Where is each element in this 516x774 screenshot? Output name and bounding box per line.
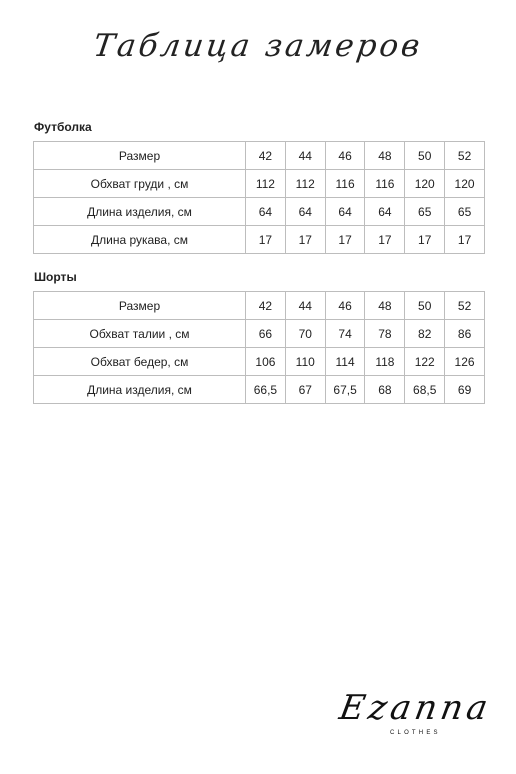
size-cell: 48 bbox=[365, 142, 405, 170]
tshirt-size-table bbox=[33, 141, 485, 254]
size-cell: 46 bbox=[325, 142, 365, 170]
size-cell: 42 bbox=[246, 142, 286, 170]
brand-logo-subtitle: CLOTHES bbox=[390, 730, 441, 736]
size-cell: 48 bbox=[365, 292, 405, 320]
value-cell: 106 bbox=[246, 348, 286, 376]
value-cell: 66,5 bbox=[246, 376, 286, 404]
value-cell: 116 bbox=[325, 170, 365, 198]
value-cell: 64 bbox=[246, 198, 286, 226]
size-cell: 50 bbox=[405, 142, 445, 170]
value-cell: 122 bbox=[405, 348, 445, 376]
value-cell: 64 bbox=[285, 198, 325, 226]
value-cell: 82 bbox=[405, 320, 445, 348]
value-cell: 110 bbox=[285, 348, 325, 376]
size-cell: 46 bbox=[325, 292, 365, 320]
brand-logo bbox=[332, 688, 495, 748]
tshirt-section-label: Футболка bbox=[34, 120, 92, 134]
table-row bbox=[34, 198, 485, 226]
value-cell: 64 bbox=[325, 198, 365, 226]
table-header-row bbox=[34, 292, 485, 320]
table-header-row bbox=[34, 142, 485, 170]
value-cell: 112 bbox=[246, 170, 286, 198]
value-cell: 114 bbox=[325, 348, 365, 376]
size-cell: 44 bbox=[285, 142, 325, 170]
shorts-size-table bbox=[33, 291, 485, 404]
size-cell: 44 bbox=[285, 292, 325, 320]
value-cell: 70 bbox=[285, 320, 325, 348]
value-cell: 17 bbox=[246, 226, 286, 254]
row-label: Длина рукава, см bbox=[34, 226, 246, 254]
value-cell: 17 bbox=[445, 226, 485, 254]
shorts-section-label: Шорты bbox=[34, 270, 77, 284]
value-cell: 66 bbox=[246, 320, 286, 348]
value-cell: 68,5 bbox=[405, 376, 445, 404]
value-cell: 126 bbox=[445, 348, 485, 376]
table-row bbox=[34, 226, 485, 254]
row-label: Обхват бедер, см bbox=[34, 348, 246, 376]
value-cell: 69 bbox=[445, 376, 485, 404]
row-label: Длина изделия, см bbox=[34, 198, 246, 226]
value-cell: 112 bbox=[285, 170, 325, 198]
table-row bbox=[34, 170, 485, 198]
size-cell: 52 bbox=[445, 142, 485, 170]
value-cell: 67 bbox=[285, 376, 325, 404]
value-cell: 86 bbox=[445, 320, 485, 348]
value-cell: 65 bbox=[445, 198, 485, 226]
table-row bbox=[34, 348, 485, 376]
value-cell: 67,5 bbox=[325, 376, 365, 404]
value-cell: 120 bbox=[445, 170, 485, 198]
value-cell: 17 bbox=[405, 226, 445, 254]
value-cell: 116 bbox=[365, 170, 405, 198]
value-cell: 118 bbox=[365, 348, 405, 376]
value-cell: 17 bbox=[325, 226, 365, 254]
size-cell: 52 bbox=[445, 292, 485, 320]
value-cell: 17 bbox=[285, 226, 325, 254]
value-cell: 64 bbox=[365, 198, 405, 226]
value-cell: 78 bbox=[365, 320, 405, 348]
page-title: Таблица замеров bbox=[91, 28, 425, 64]
table-row bbox=[34, 376, 485, 404]
row-label: Размер bbox=[34, 292, 246, 320]
row-label: Размер bbox=[34, 142, 246, 170]
value-cell: 120 bbox=[405, 170, 445, 198]
size-cell: 50 bbox=[405, 292, 445, 320]
row-label: Обхват талии , см bbox=[34, 320, 246, 348]
row-label: Длина изделия, см bbox=[34, 376, 246, 404]
table-row bbox=[34, 320, 485, 348]
value-cell: 65 bbox=[405, 198, 445, 226]
size-cell: 42 bbox=[246, 292, 286, 320]
value-cell: 17 bbox=[365, 226, 405, 254]
value-cell: 74 bbox=[325, 320, 365, 348]
value-cell: 68 bbox=[365, 376, 405, 404]
brand-logo-script: Ezanna bbox=[336, 688, 495, 728]
row-label: Обхват груди , см bbox=[34, 170, 246, 198]
